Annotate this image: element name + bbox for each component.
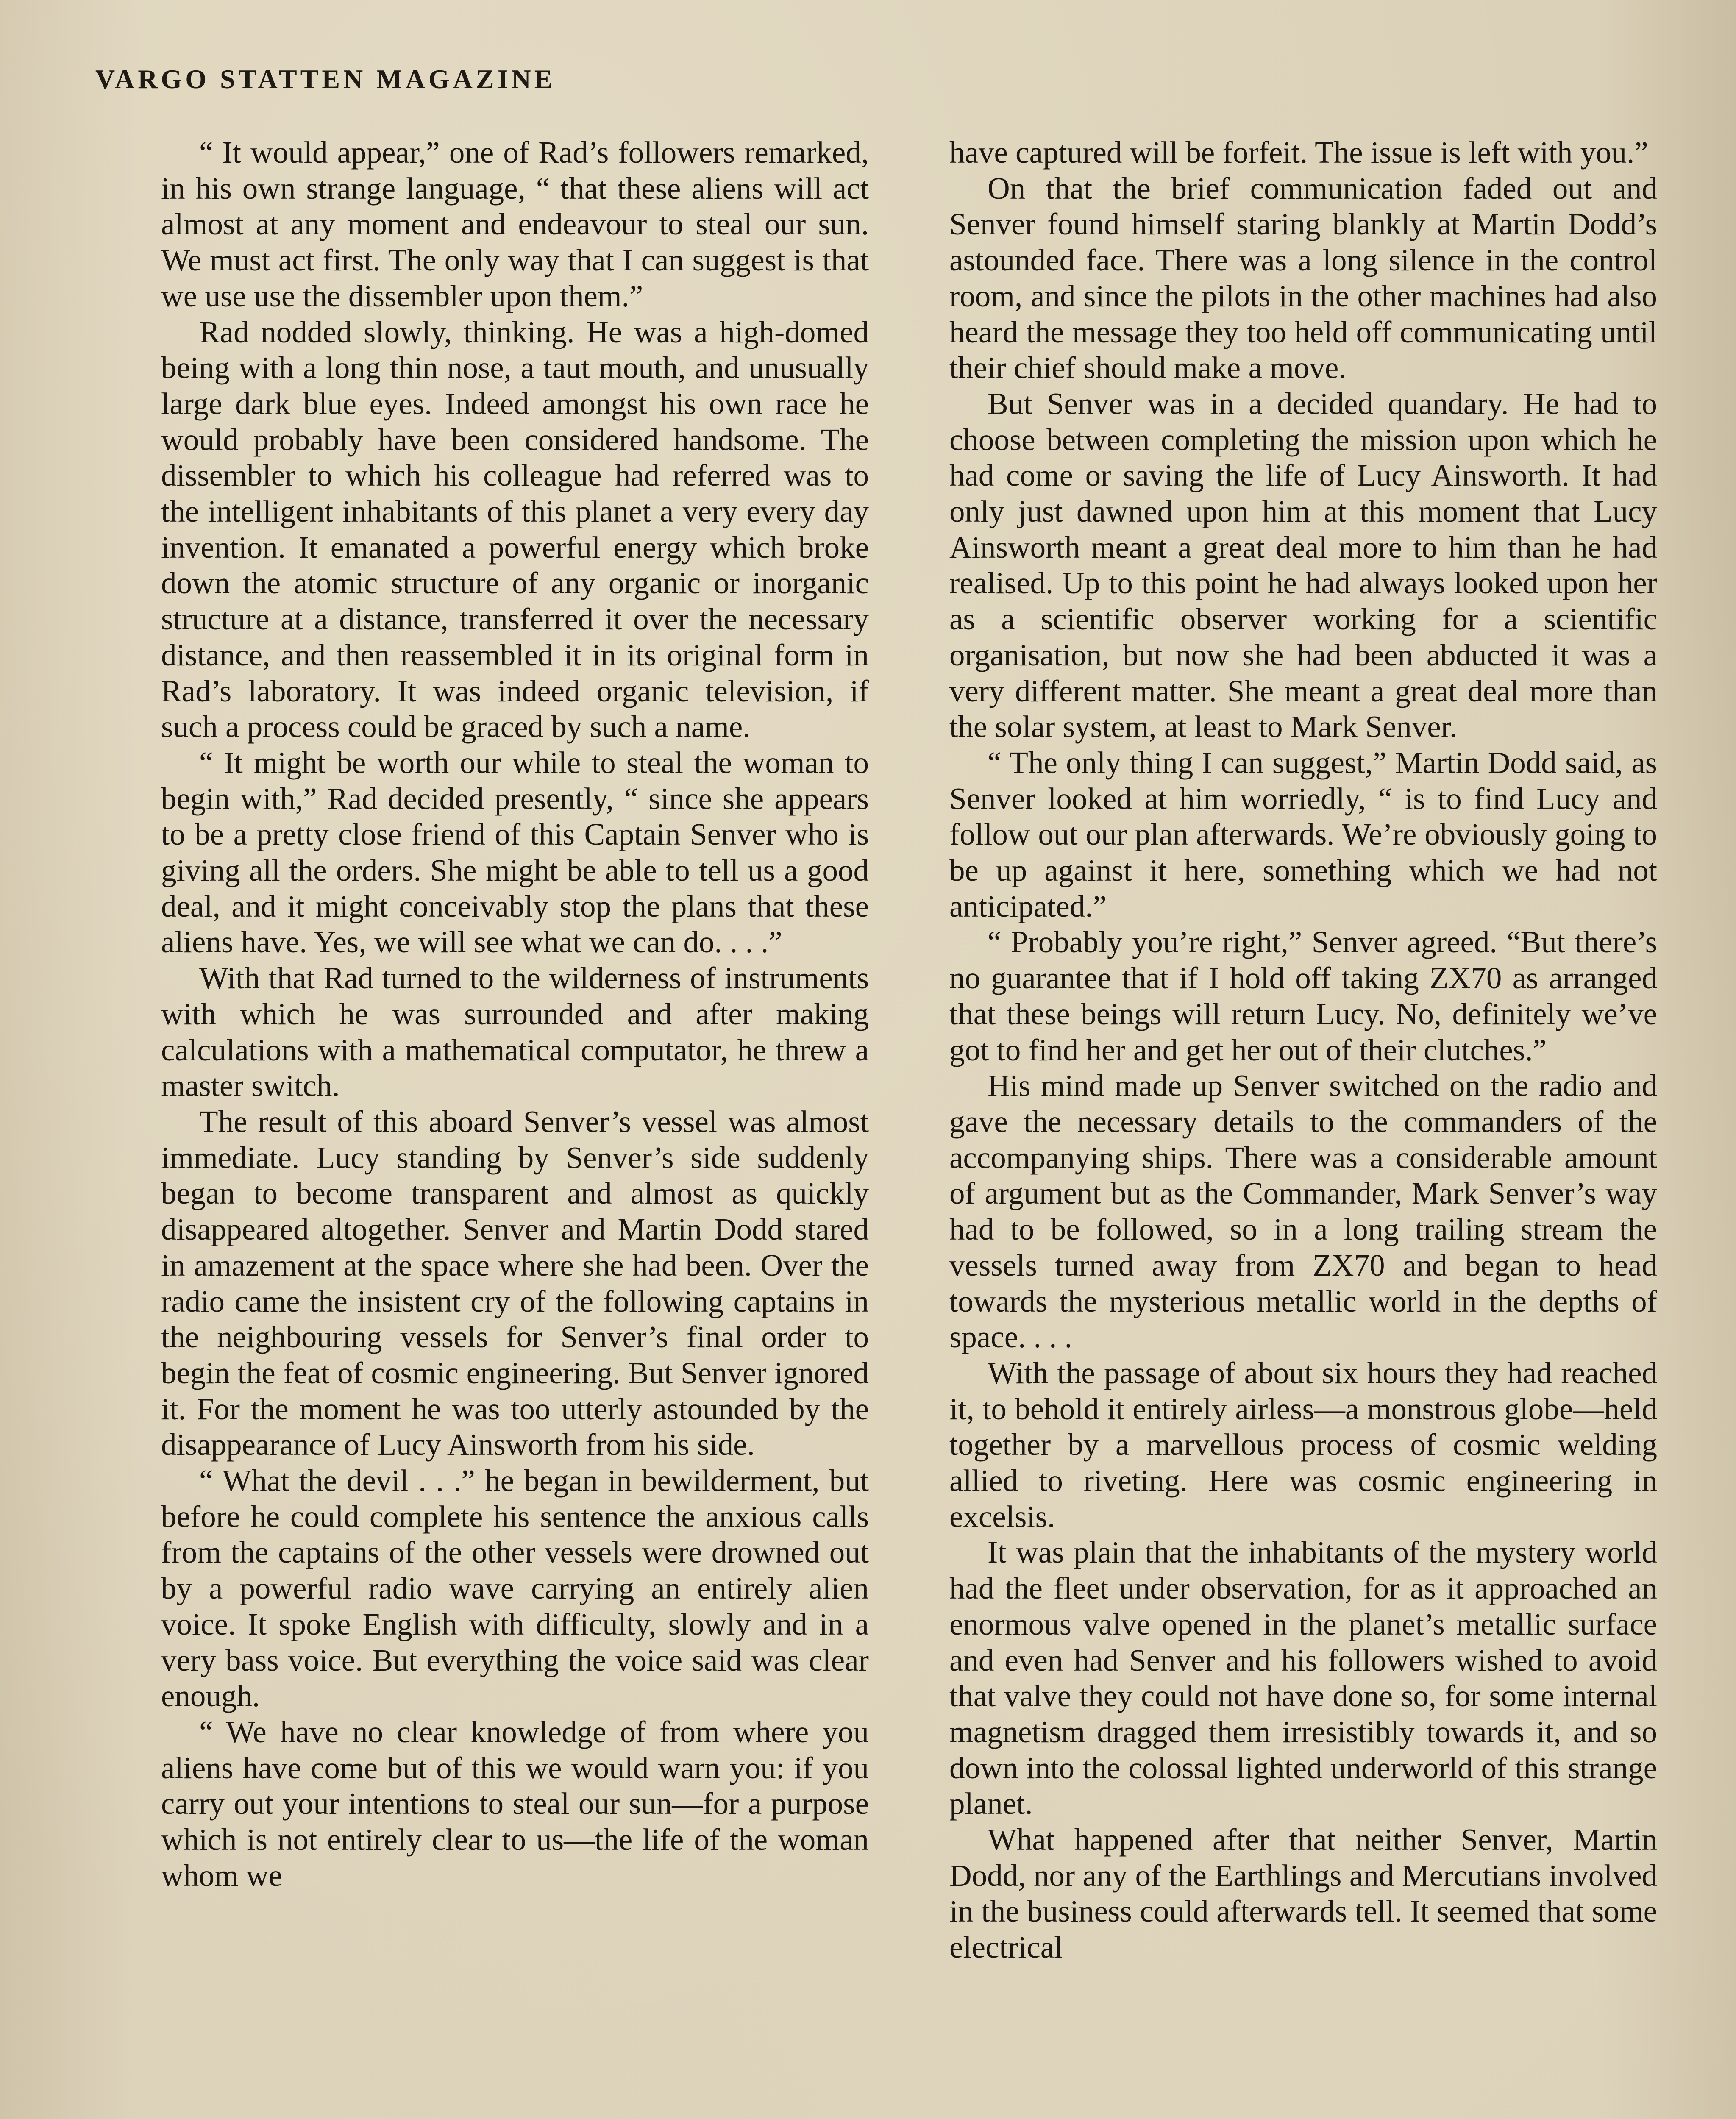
paragraph: The result of this aboard Senver’s vessel was almost immediate. Lucy standing by Senver’s side suddenly began to become transparent and almost as quickly disappeared altogether. Senver and Martin Dodd stared in amazement at the space where she had been. Over the radio came the insistent cry of the following captains in the neighbouring vessels for Senver’s final order to begin the feat of cosmic engineering. But Senver ignored it. For the moment he was too utterly astounded by the disappearance of Lucy Ainsworth from his side. (161, 1104, 869, 1462)
paragraph: “ We have no clear knowledge of from where you aliens have come but of this we would warn you: if you carry out your intentions to steal our sun—for a purpose which is not entirely clear to us—the life of the woman whom we (161, 1714, 869, 1893)
paragraph: His mind made up Senver switched on the radio and gave the necessary details to the commanders of the accompanying ships. There was a considerable amount of argument but as the Commander, Mark Senver’s way had to be followed, so in a long trailing stream the vessels turned away from ZX70 and began to head towards the mysterious metallic world in the depths of space. . . . (949, 1068, 1657, 1354)
paragraph: Rad nodded slowly, thinking. He was a high-domed being with a long thin nose, a taut mouth, and unusually large dark blue eyes. Indeed amongst his own race he would probably have been considered handsome. The dissembler to which his colleague had referred was to the intelligent inhabitants of this planet a very every day invention. It emanated a powerful energy which broke down the atomic structure of any organic or inorganic structure at a distance, transferred it over the necessary distance, and then reassembled it in its original form in Rad’s laboratory. It was indeed organic television, if such a process could be graced by such a name. (161, 314, 869, 744)
right-text-column (949, 135, 1657, 2119)
running-head: VARGO STATTEN MAGAZINE (95, 64, 556, 94)
paragraph: “ Probably you’re right,” Senver agreed. “But there’s no guarantee that if I hold off taking ZX70 as arranged that these beings will return Lucy. No, definitely we’ve got to find her and get her out of their clutches.” (949, 925, 1657, 1067)
paragraph: “ It would appear,” one of Rad’s followers remarked, in his own strange language, “ that these aliens will act almost at any moment and endeavour to steal our sun. We must act first. The only way that I can suggest is that we use use the dissembler upon them.” (161, 135, 869, 313)
paragraph: “ What the devil . . .” he began in bewilderment, but before he could complete his sentence the anxious calls from the captains of the other vessels were drowned out by a powerful radio wave carrying an entirely alien voice. It spoke English with difficulty, slowly and in a very bass voice. But everything the voice said was clear enough. (161, 1463, 869, 1713)
paragraph: “ The only thing I can suggest,” Martin Dodd said, as Senver looked at him worriedly, “ is to find Lucy and follow out our plan afterwards. We’re obviously going to be up against it here, something which we had not anticipated.” (949, 745, 1657, 923)
paragraph: “ It might be worth our while to steal the woman to begin with,” Rad decided presently, “ since she appears to be a pretty close friend of this Captain Senver who is giving all the orders. She might be able to tell us a good deal, and it might conceivably stop the plans that these aliens have. Yes, we will see what we can do. . . .” (161, 745, 869, 959)
paragraph: But Senver was in a decided quandary. He had to choose between completing the mission upon which he had come or saving the life of Lucy Ainsworth. It had only just dawned upon him at this moment that Lucy Ainsworth meant a great deal more to him than he had realised. Up to this point he had always looked upon her as a scientific observer working for a scientific organisation, but now she had been abducted it was a very different matter. She meant a great deal more than the solar system, at least to Mark Senver. (949, 386, 1657, 744)
paragraph: With that Rad turned to the wilderness of instruments with which he was surrounded and after making calculations with a mathematical computator, he threw a master switch. (161, 961, 869, 1103)
left-text-column (161, 135, 869, 2119)
paragraph: With the passage of about six hours they had reached it, to behold it entirely airless—a monstrous globe—held together by a marvellous process of cosmic welding allied to riveting. Here was cosmic engineering in excelsis. (949, 1355, 1657, 1534)
paragraph: It was plain that the inhabitants of the mystery world had the fleet under observation, for as it approached an enormous valve opened in the planet’s metallic surface and even had Senver and his followers wished to avoid that valve they could not have done so, for some internal magnetism dragged them irresistibly towards it, and so down into the colossal lighted underworld of this strange planet. (949, 1535, 1657, 1821)
continued-paragraph: have captured will be forfeit. The issue is left with you.” (949, 135, 1648, 170)
paragraph: What happened after that neither Senver, Martin Dodd, nor any of the Earthlings and Mercutians involved in the business could afterwards tell. It seemed that some electrical (949, 1822, 1657, 1965)
paragraph: On that the brief communication faded out and Senver found himself staring blankly at Martin Dodd’s astounded face. There was a long silence in the control room, and since the pilots in the other machines had also heard the message they too held off communicating until their chief should make a move. (949, 171, 1657, 385)
